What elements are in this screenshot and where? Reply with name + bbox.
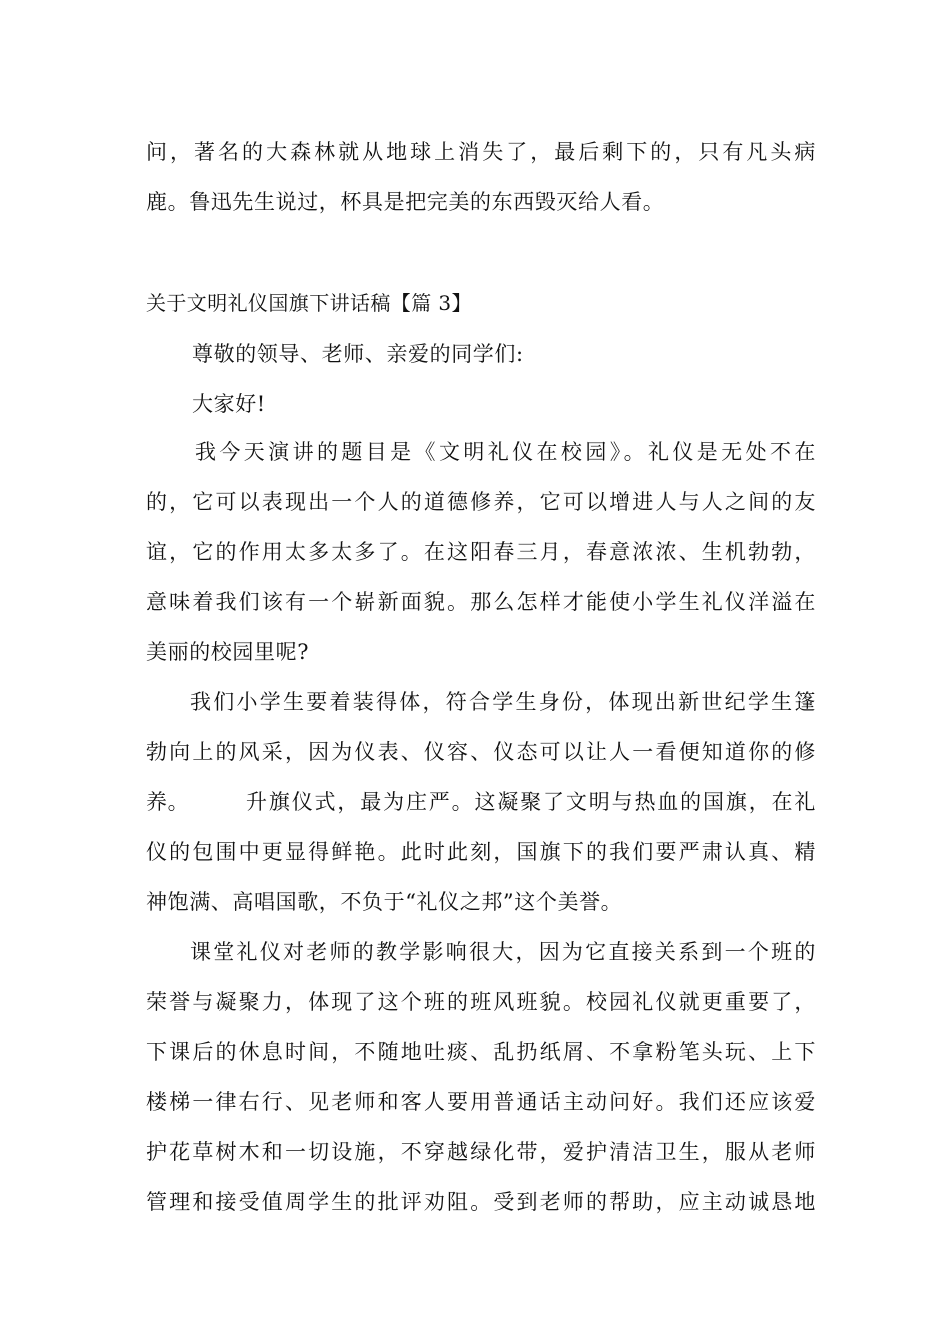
- paragraph-1-line-2: 的，它可以表现出一个人的道德修养，它可以增进人与人之间的友: [146, 490, 816, 514]
- intro-line-2: 鹿。鲁迅先生说过，杯具是把完美的东西毁灭给人看。: [146, 190, 665, 214]
- paragraph-3-line-5: 护花草树木和一切设施，不穿越绿化带，爱护清洁卫生，服从老师: [146, 1140, 816, 1164]
- paragraph-2-line-4: 仪的包围中更显得鲜艳。此时此刻，国旗下的我们要严肃认真、精: [146, 840, 816, 864]
- paragraph-3-line-6: 管理和接受值周学生的批评劝阻。受到老师的帮助，应主动诚恳地: [146, 1190, 816, 1214]
- salutation: 尊敬的领导、老师、亲爱的同学们:: [192, 342, 524, 366]
- paragraph-2-line-2: 勃向上的风采，因为仪表、仪容、仪态可以让人一看便知道你的修: [146, 740, 816, 764]
- paragraph-3-line-1: 课堂礼仪对老师的教学影响很大，因为它直接关系到一个班的: [190, 940, 816, 964]
- paragraph-2-line-1: 我们小学生要着装得体，符合学生身份，体现出新世纪学生篷: [190, 690, 816, 714]
- paragraph-1-line-3: 谊，它的作用太多太多了。在这阳春三月，春意浓浓、生机勃勃，: [146, 540, 816, 564]
- paragraph-1-line-5: 美丽的校园里呢?: [146, 640, 310, 664]
- intro-line-1: 问，著名的大森林就从地球上消失了，最后剩下的，只有凡头病: [146, 140, 816, 164]
- paragraph-2-line-3: 养。: [146, 790, 190, 814]
- paragraph-2-line-3b: 升旗仪式，最为庄严。这凝聚了文明与热血的国旗，在礼: [246, 790, 816, 814]
- paragraph-1-line-4: 意味着我们该有一个崭新面貌。那么怎样才能使小学生礼仪洋溢在: [146, 590, 816, 614]
- paragraph-2-line-5: 神饱满、高唱国歌，不负于“礼仪之邦”这个美誉。: [146, 890, 623, 914]
- paragraph-3-line-2: 荣誉与凝聚力，体现了这个班的班风班貌。校园礼仪就更重要了，: [146, 990, 816, 1014]
- paragraph-3-line-3: 下课后的休息时间，不随地吐痰、乱扔纸屑、不拿粉笔头玩、上下: [146, 1040, 816, 1064]
- paragraph-3-line-4: 楼梯一律右行、见老师和客人要用普通话主动问好。我们还应该爱: [146, 1090, 816, 1114]
- greeting: 大家好!: [192, 392, 266, 416]
- paragraph-1-line-1: 我今天演讲的题目是《文明礼仪在校园》。礼仪是无处不在: [195, 440, 816, 464]
- section-heading: 关于文明礼仪国旗下讲话稿【篇 3】: [146, 291, 472, 315]
